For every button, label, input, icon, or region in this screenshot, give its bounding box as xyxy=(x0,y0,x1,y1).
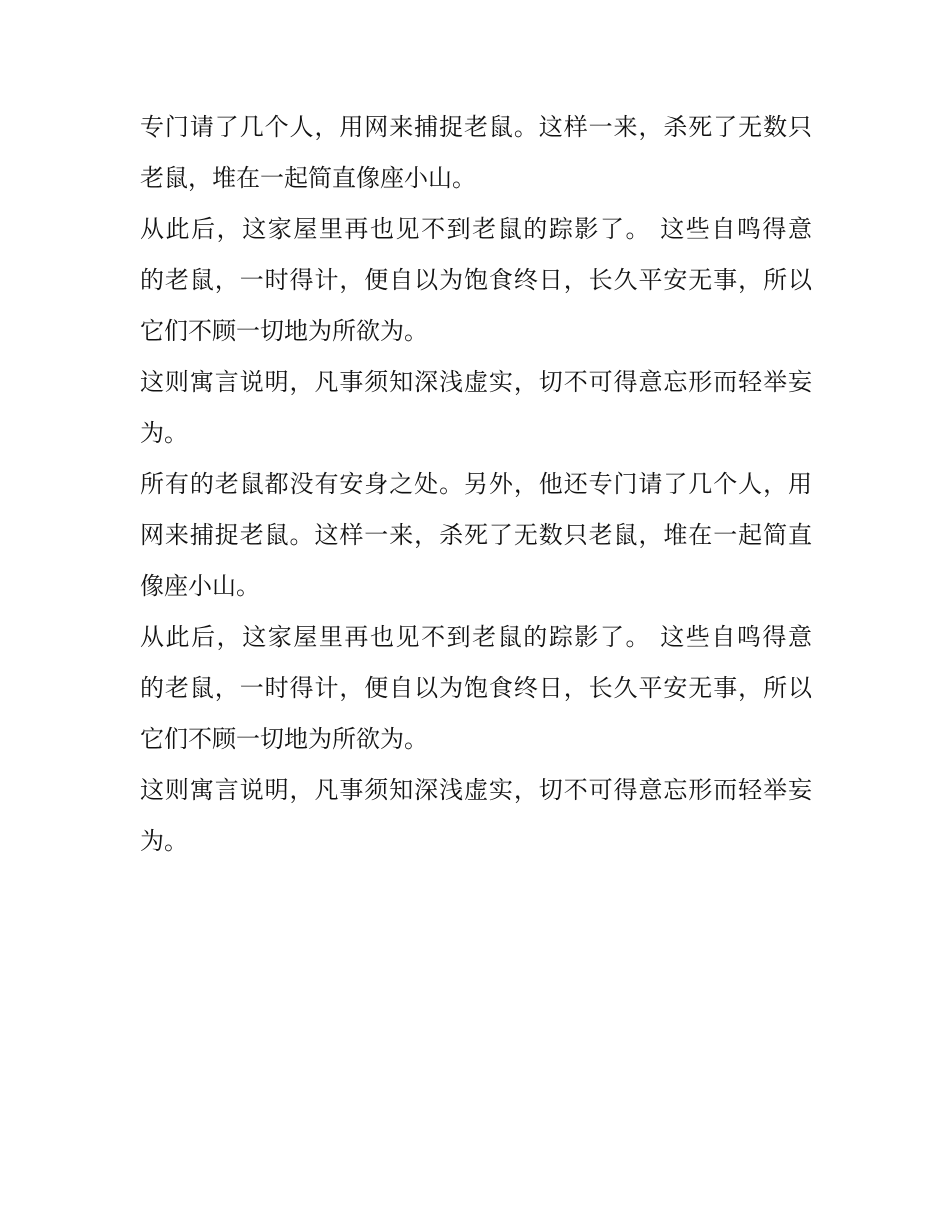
text-line: 它们不顾一切地为所欲为。 xyxy=(140,317,428,345)
text-line: 为。 xyxy=(140,827,188,855)
text-line: 像座小山。 xyxy=(140,572,260,600)
document-body xyxy=(140,102,812,867)
text-line: 专门请了几个人，用网来捕捉老鼠。这样一来，杀死了无数只 xyxy=(140,113,812,141)
text-line: 为。 xyxy=(140,419,188,447)
text-line: 这则寓言说明，凡事须知深浅虚实，切不可得意忘形而轻举妄 xyxy=(140,776,812,804)
text-line: 网来捕捉老鼠。这样一来，杀死了无数只老鼠，堆在一起简直 xyxy=(140,521,812,549)
text-line: 的老鼠，一时得计，便自以为饱食终日，长久平安无事，所以 xyxy=(140,674,812,702)
text-line: 老鼠，堆在一起简直像座小山。 xyxy=(140,164,476,192)
text-line: 从此后，这家屋里再也见不到老鼠的踪影了。 这些自鸣得意 xyxy=(140,623,812,651)
text-line: 所有的老鼠都没有安身之处。另外，他还专门请了几个人，用 xyxy=(140,470,812,498)
text-line: 这则寓言说明，凡事须知深浅虚实，切不可得意忘形而轻举妄 xyxy=(140,368,812,396)
text-line: 从此后，这家屋里再也见不到老鼠的踪影了。 这些自鸣得意 xyxy=(140,215,812,243)
text-line: 的老鼠，一时得计，便自以为饱食终日，长久平安无事，所以 xyxy=(140,266,812,294)
text-line: 它们不顾一切地为所欲为。 xyxy=(140,725,428,753)
